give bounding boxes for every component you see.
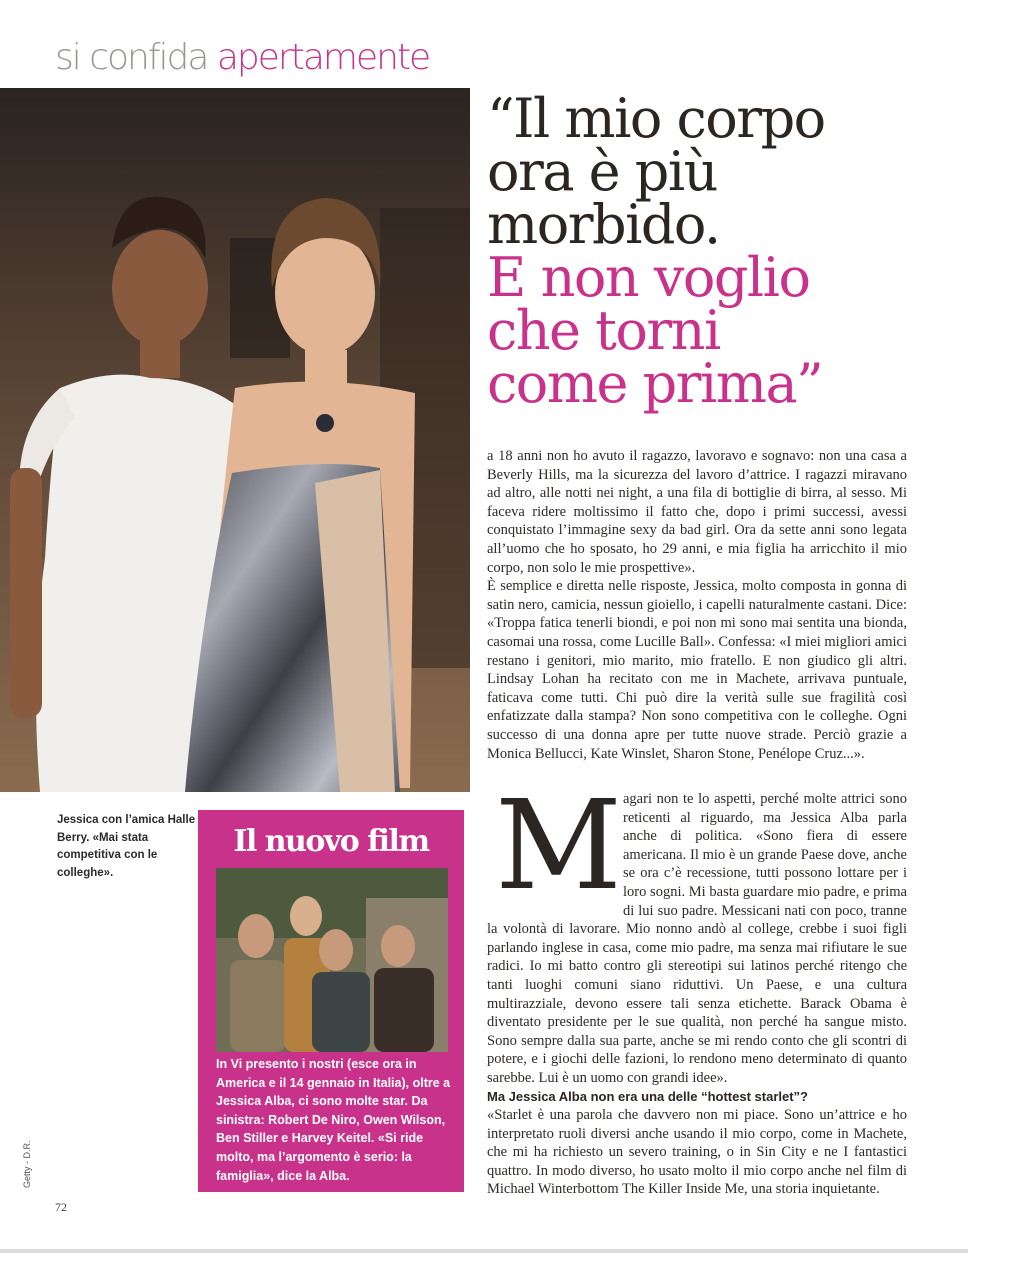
photo-credit: Getty - D.R. xyxy=(22,1140,32,1188)
main-photo xyxy=(0,88,470,792)
pull-quote xyxy=(487,87,967,415)
quote-line-accent: come prima” xyxy=(487,352,823,415)
article-paragraph: «Starlet è una parola che davvero non mi piace. Sono un’attrice e ho interpretato ruoli diversi anche usando il mio corpo, come in Machete, che mi ha richiesto un severo training, o in Sin City e ne I fantastici quattro. In modo diverso, ho usato molto il mio corpo anche nel film di Michael Winterbottom The Killer Inside Me, una storia inquietante. xyxy=(487,1107,907,1198)
quote-line: ora è più xyxy=(487,140,717,203)
article-column-bottom xyxy=(487,774,907,1199)
drop-cap: M xyxy=(495,774,622,918)
bottom-divider xyxy=(0,1249,968,1253)
page-number: 72 xyxy=(55,1200,67,1214)
sidebar-photo xyxy=(216,868,448,1052)
quote-line-accent: che torni xyxy=(487,299,720,362)
article-column-top xyxy=(487,447,907,763)
quote-line: morbido. xyxy=(487,193,720,256)
interview-question: Ma Jessica Alba non era una delle “hottest starlet”? xyxy=(487,1088,809,1104)
article-paragraph: È semplice e diretta nelle risposte, Jessica, molto composta in gonna di satin nero, camicia, nessun gioiello, i capelli naturalmente castani. Dice: «Troppa fatica tenerli biondi, e poi non mi sono mai sentita una bionda, casomai una rossa, come Lucille Ball». Confessa: «I miei migliori amici restano i genitori, mio marito, mio fratello. E non giudico gli altri. Lindsay Lohan ha recitato con me in Machete, arrivava puntuale, faticava come tutti. Chi può dire la verità sulle sue fragilità così enfatizzate dalla stampa? Non sono competitiva con le colleghe. Ogni successo di una donna apre per tutte nuove strade. Perciò grazie a Monica Bellucci, Kate Winslet, Sharon Stone, Penélope Cruz...». xyxy=(487,578,907,762)
sidebar-box xyxy=(198,810,464,1192)
photo-caption: Jessica con l’amica Halle Berry. «Mai stata competitiva con le colleghe». xyxy=(57,814,196,879)
sidebar-caption: In Vi presento i nostri (esce ora in America e il 14 gennaio in Italia), oltre a Jessica Alba, ci sono molte star. Da sinistra: Robert De Niro, Owen Wilson, Ben Stiller e Harvey Keitel. «Si ride molto, ma l’argomento è serio: la famiglia», dice la Alba. xyxy=(216,1057,451,1183)
section-header xyxy=(55,36,429,80)
article-paragraph: a 18 anni non ho avuto il ragazzo, lavoravo e sognavo: non una casa a Beverly Hills, ma la sicurezza del lavoro d’attrice. I ragazzi miravano ad altro, alle notti nei night, a una fila di bottiglie di birra, al sesso. Mi faceva ridere moltissimo il fatto che, dopo i primi successi, avessi conquistato l’immagine sexy da bad girl. Ora da sette anni sono legata all’uomo che ho sposato, ho 29 anni, e mia figlia ha arricchito il mio corpo, non solo le mie prospettive». xyxy=(487,448,907,576)
quote-line: “Il mio corpo xyxy=(487,87,825,150)
section-header-grey: si confida xyxy=(55,37,217,78)
section-header-pink: apertamente xyxy=(216,37,430,78)
quote-line-accent: E non voglio xyxy=(487,246,810,309)
article-paragraph: agari non te lo aspetti, perché molte attrici sono reticenti al riguardo, ma Jessica Alba parla anche di politica. «Sono fiera di essere americana. Il mio è un grande Paese dove, anche se ora c’è recessione, tutti possono lottare per i loro sogni. Mi basta guardare mio padre, e prima di lui suo padre. Messicani nati con poco, tranne la volontà di lavorare. Mio nonno andò al college, crebbe i suoi figli parlando inglese in casa, come mio padre, ma senza mai rifiutare le sue radici. Io mi batto contro gli stereotipi sui latinos perché ritengo che tanti luoghi comuni siano riduttivi. Un Paese, e una cultura multirazziale, devono essere tali senza etichette. Barack Obama è diventato presidente per le sue qualità, non perché ha sangue misto. Sono sempre dalla sua parte, anche se mi rendo conto che gli scontri di potere, e i giochi delle fazioni, lo rendono meno determinato di quanto sarebbe. Lui è un uomo con grandi idee». xyxy=(487,791,907,1086)
sidebar-title: Il nuovo film xyxy=(233,824,429,859)
